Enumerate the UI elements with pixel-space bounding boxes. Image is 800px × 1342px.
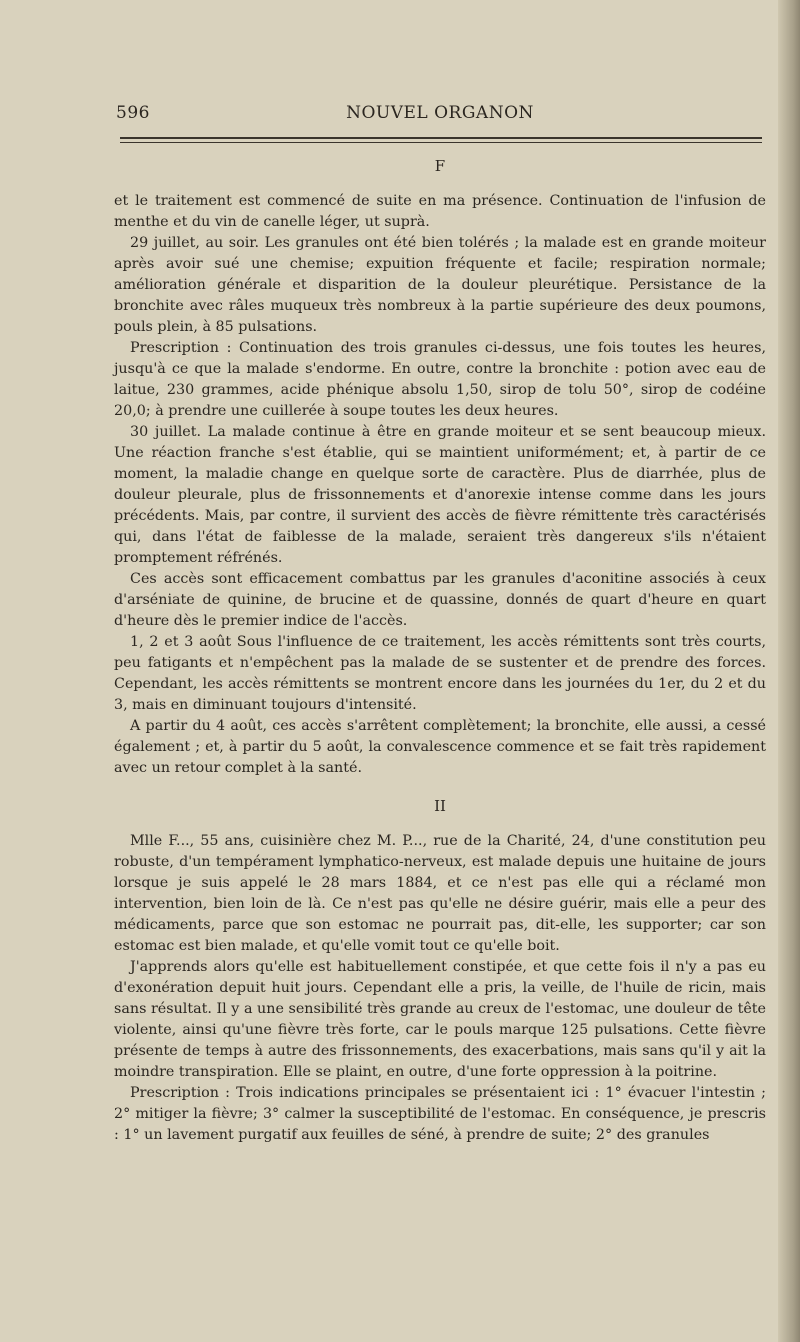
paragraph: Mlle F..., 55 ans, cuisinière chez M. P..., rue de la Charité, 24, d'une constitution peu robuste, d'un tempérament lymphatico-nerveux, est malade depuis une huitaine de jours lorsque je suis appelé le 28 mars 1884, et ce n'est pas elle qui a réclamé mon intervention, bien loin de là. Ce n'est pas qu'elle ne désire guérir, mais elle a peur des médicaments, parce que son estomac ne pourrait pas, dit-elle, les supporter; car son estomac est bien malade, et qu'elle vomit tout ce qu'elle boit.	[114, 833, 766, 954]
book-spine-edge	[778, 0, 800, 1342]
book-page	[114, 100, 766, 1146]
section-heading: II	[434, 797, 446, 815]
paragraph: et le traitement est commencé de suite en ma présence. Continuation de l'infusion de menthe et du vin de canelle léger, ut suprà.	[114, 193, 766, 230]
paragraph: Prescription : Trois indications principales se présentaient ici : 1° évacuer l'intestin ; 2° mitiger la fièvre; 3° calmer la susceptibilité de l'estomac. En conséquence, je prescris : 1° un lavement purgatif aux feuilles de séné, à prendre de suite; 2° des granules	[114, 1085, 766, 1143]
running-head	[114, 100, 766, 130]
page-number: 596	[116, 103, 150, 123]
paragraph: Ces accès sont efficacement combattus par les granules d'aconitine associés à ceux d'arséniate de quinine, de brucine et de quassine, donnés de quart d'heure en quart d'heure dès le premier indice de l'accès.	[114, 571, 766, 629]
running-title: NOUVEL ORGANON	[346, 103, 534, 123]
header-rule	[120, 137, 762, 143]
paragraph: 29 juillet, au soir. Les granules ont été bien tolérés ; la malade est en grande moiteur après avoir sué une chemise; expuition fréquente et facile; respiration normale; amélioration générale et disparition de la douleur pleurétique. Persistance de la bronchite avec râles muqueux très nombreux à la partie supérieure des deux poumons, pouls plein, à 85 pulsations.	[114, 235, 766, 335]
paragraph: Prescription : Continuation des trois granules ci-dessus, une fois toutes les heures, jusqu'à ce que la malade s'endorme. En outre, contre la bronchite : potion avec eau de laitue, 230 grammes, acide phénique absolu 1,50, sirop de tolu 50°, sirop de codéine 20,0; à prendre une cuillerée à soupe toutes les deux heures.	[114, 340, 766, 419]
paragraph: 1, 2 et 3 août Sous l'influence de ce traitement, les accès rémittents sont très courts, peu fatigants et n'empêchent pas la malade de se sustenter et de prendre des forces. Cependant, les accès rémittents se montrent encore dans les journées du 1er, du 2 et du 3, mais en diminuant toujours d'intensité.	[114, 634, 766, 713]
paragraph: J'apprends alors qu'elle est habituellement constipée, et que cette fois il n'y a pas eu d'exonération depuit huit jours. Cependant elle a pris, la veille, de l'huile de ricin, mais sans résultat. Il y a une sensibilité très grande au creux de l'estomac, une douleur de tête violente, ainsi qu'une fièvre très forte, car le pouls marque 125 pulsations. Cette fièvre présente de temps à autre des frissonnements, des exacerbations, mais sans qu'il y ait la moindre transpiration. Elle se plaint, en outre, d'une forte oppression à la poitrine.	[114, 959, 766, 1080]
section-letter: F	[434, 157, 446, 175]
paragraph: A partir du 4 août, ces accès s'arrêtent complètement; la bronchite, elle aussi, a cessé également ; et, à partir du 5 août, la convalescence commence et se fait très rapidement avec un retour complet à la santé.	[114, 718, 766, 776]
paragraph: 30 juillet. La malade continue à être en grande moiteur et se sent beaucoup mieux. Une réaction franche s'est établie, qui se maintient uniformément; et, à partir de ce moment, la maladie change en quelque sorte de caractère. Plus de diarrhée, plus de douleur pleurale, plus de frissonnements et d'anorexie intense comme dans les jours précédents. Mais, par contre, il survient des accès de fièvre rémittente très caractérisés qui, dans l'état de faiblesse de la malade, seraient très dangereux s'ils n'étaient promptement réfrénés.	[114, 424, 766, 566]
